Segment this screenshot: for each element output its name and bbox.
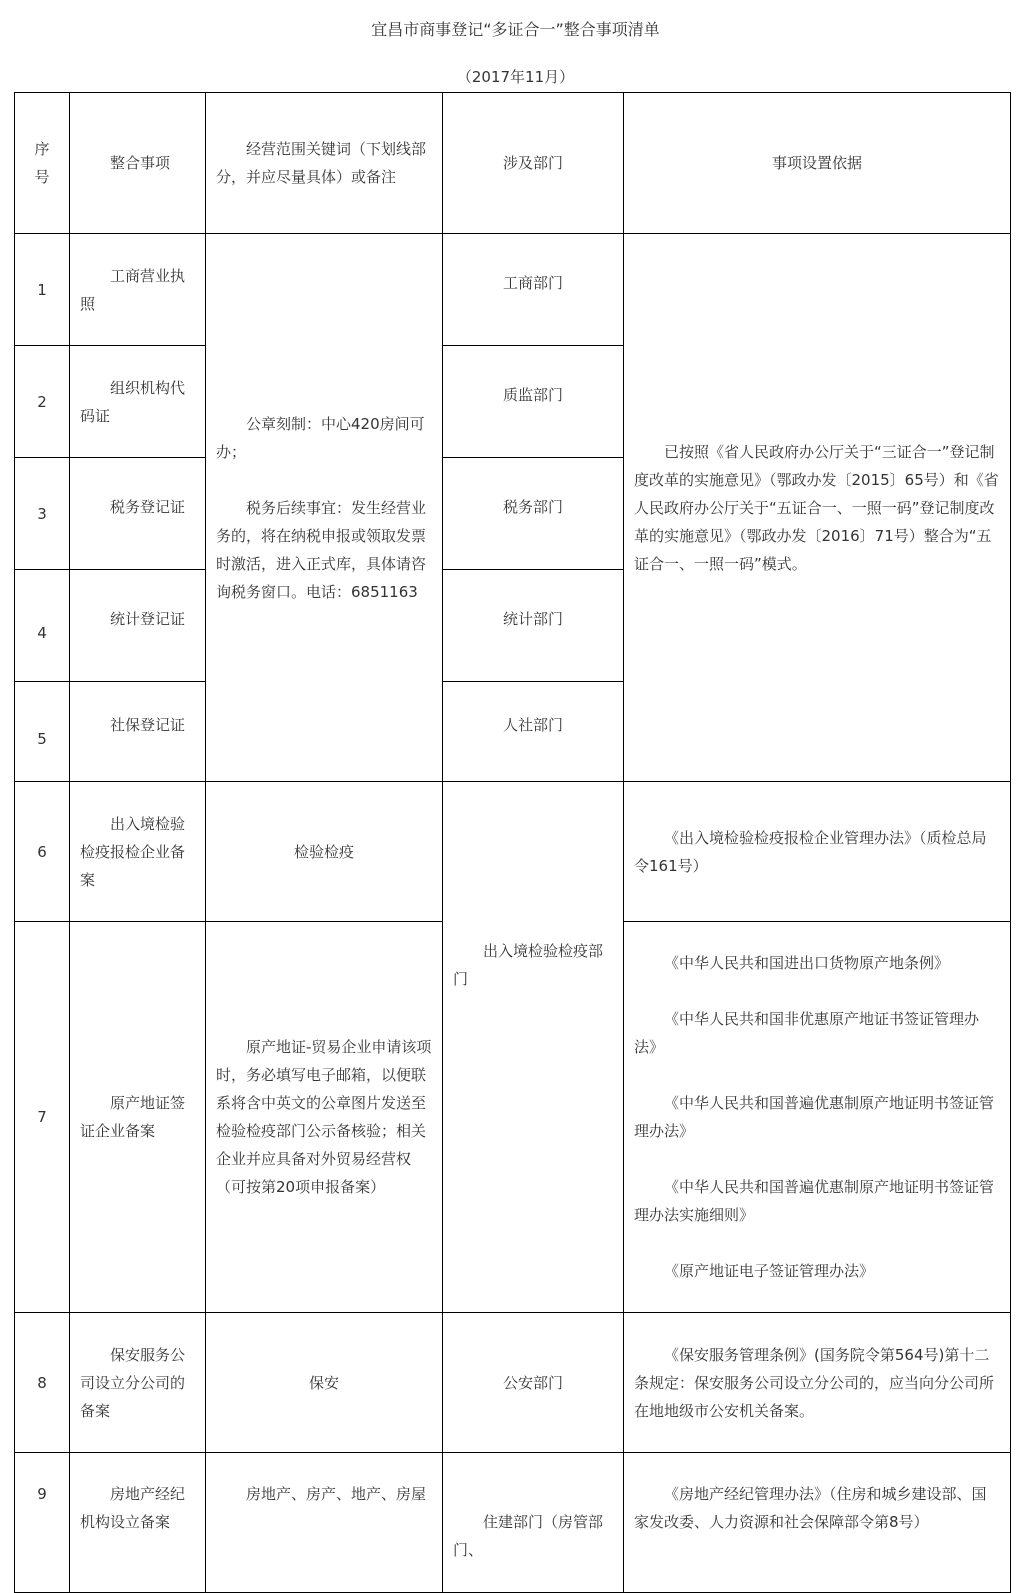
row-6-seq: 6 (15, 782, 70, 922)
paragraph-gap (216, 466, 432, 494)
header-basis: 事项设置依据 (624, 93, 1011, 234)
header-keywords: 经营范围关键词（下划线部分，并应尽量具体）或备注 (206, 93, 443, 234)
table-row (15, 1313, 1011, 1453)
paragraph-gap (634, 1229, 1000, 1257)
table-header-row (15, 93, 1011, 234)
row-2-seq: 2 (15, 346, 70, 458)
row-1-dept-text: 工商部门 (502, 273, 563, 292)
row-1-item: 工商营业执照 (70, 234, 206, 346)
table-row (15, 782, 1011, 922)
row-4-dept (443, 570, 624, 682)
row-8-keywords: 保安 (206, 1313, 443, 1453)
row-3-item (70, 458, 206, 570)
row-7-basis-5: 《原产地证电子签证管理办法》 (664, 1262, 875, 1280)
row-1-seq: 1 (15, 234, 70, 346)
document-subtitle: （2017年11月） (456, 68, 575, 86)
table-row (15, 234, 1011, 346)
row-5-item-text: 社保登记证 (110, 715, 186, 734)
row-4-item-text: 统计登记证 (110, 609, 186, 628)
row-2-dept-text: 质监部门 (502, 385, 563, 404)
table-row (15, 1453, 1011, 1593)
row-5-dept (443, 682, 624, 782)
row-3-item-text: 税务登记证 (110, 497, 186, 516)
row-7-basis-1: 《中华人民共和国进出口货物原产地条例》 (664, 954, 950, 972)
row-3-seq: 3 (15, 458, 70, 570)
row-3-dept (443, 458, 624, 570)
rows-1-5-keywords (206, 234, 443, 782)
row-6-keywords: 检验检疫 (206, 782, 443, 922)
row-2-item: 组织机构代码证 (70, 346, 206, 458)
header-item: 整合事项 (70, 93, 206, 234)
row-5-item (70, 682, 206, 782)
rows-6-7-dept (443, 782, 624, 1313)
row-9-basis: 《房地产经纪管理办法》（住房和城乡建设部、国家发改委、人力资源和社会保障部令第8号） (624, 1453, 1011, 1593)
header-dept: 涉及部门 (443, 93, 624, 234)
row-4-seq-text: 4 (37, 623, 47, 642)
row-7-basis-4: 《中华人民共和国普遍优惠制原产地证明书签证管理办法实施细则》 (634, 1178, 995, 1224)
rows-1-5-keywords-tax: 税务后续事宜：发生经营业务的，将在纳税申报或领取发票时激活，进入正式库，具体请咨询税务窗口。电话：6851163 (216, 498, 427, 601)
row-8-dept: 公安部门 (443, 1313, 624, 1453)
paragraph-gap (634, 1145, 1000, 1173)
integration-items-table (14, 92, 1011, 1593)
row-7-basis-3: 《中华人民共和国普遍优惠制原产地证明书签证管理办法》 (634, 1094, 995, 1140)
rows-1-5-basis: 已按照《省人民政府办公厅关于“三证合一”登记制度改革的实施意见》（鄂政办发〔2015〕65号）和《省人民政府办公厅关于“五证合一、一照一码”登记制度改革的实施意见》（鄂政办发〔2016〕71号）整合为“五证合一、一照一码”模式。 (624, 234, 1011, 782)
row-9-item: 房地产经纪机构设立备案 (70, 1453, 206, 1593)
rows-1-5-keywords-seal: 公章刻制：中心420房间可办； (216, 414, 425, 461)
row-7-keywords: 原产地证-贸易企业申请该项时，务必填写电子邮箱，以便联系将含中英文的公章图片发送至检验检疫部门公示备核验；相关企业并应具备对外贸易经营权（可按第20项申报备案） (206, 922, 443, 1313)
row-7-seq: 7 (15, 922, 70, 1313)
row-7-basis-2: 《中华人民共和国非优惠原产地证书签证管理办法》 (634, 1010, 980, 1056)
row-5-seq (15, 682, 70, 782)
paragraph-gap (634, 1061, 1000, 1089)
row-3-dept-text: 税务部门 (502, 497, 563, 516)
header-seq (15, 93, 70, 234)
row-1-dept (443, 234, 624, 346)
row-6-item: 出入境检验检疫报检企业备案 (70, 782, 206, 922)
document-title: 宜昌市商事登记“多证合一”整合事项清单 (371, 20, 660, 39)
header-seq-text: 序号 (34, 140, 50, 186)
row-6-basis: 《出入境检验检疫报检企业管理办法》（质检总局令161号） (624, 782, 1011, 922)
row-8-seq: 8 (15, 1313, 70, 1453)
rows-6-7-dept-text: 出入境检验检疫部门 (453, 942, 604, 988)
row-7-basis (624, 922, 1011, 1313)
row-9-seq: 9 (15, 1453, 70, 1593)
row-8-basis: 《保安服务管理条例》(国务院令第564号)第十二条规定：保安服务公司设立分公司的，应当向分公司所在地地级市公安机关备案。 (624, 1313, 1011, 1453)
row-9-keywords: 房地产、房产、地产、房屋 (206, 1453, 443, 1593)
paragraph-gap (634, 977, 1000, 1005)
row-2-dept (443, 346, 624, 458)
row-7-item: 原产地证签证企业备案 (70, 922, 206, 1313)
row-5-dept-text: 人社部门 (502, 715, 563, 734)
row-4-item (70, 570, 206, 682)
row-4-seq (15, 570, 70, 682)
row-4-dept-text: 统计部门 (502, 609, 563, 628)
row-8-item: 保安服务公司设立分公司的备案 (70, 1313, 206, 1453)
row-5-seq-text: 5 (37, 729, 47, 748)
row-9-dept: 住建部门（房管部门、 (443, 1453, 624, 1593)
